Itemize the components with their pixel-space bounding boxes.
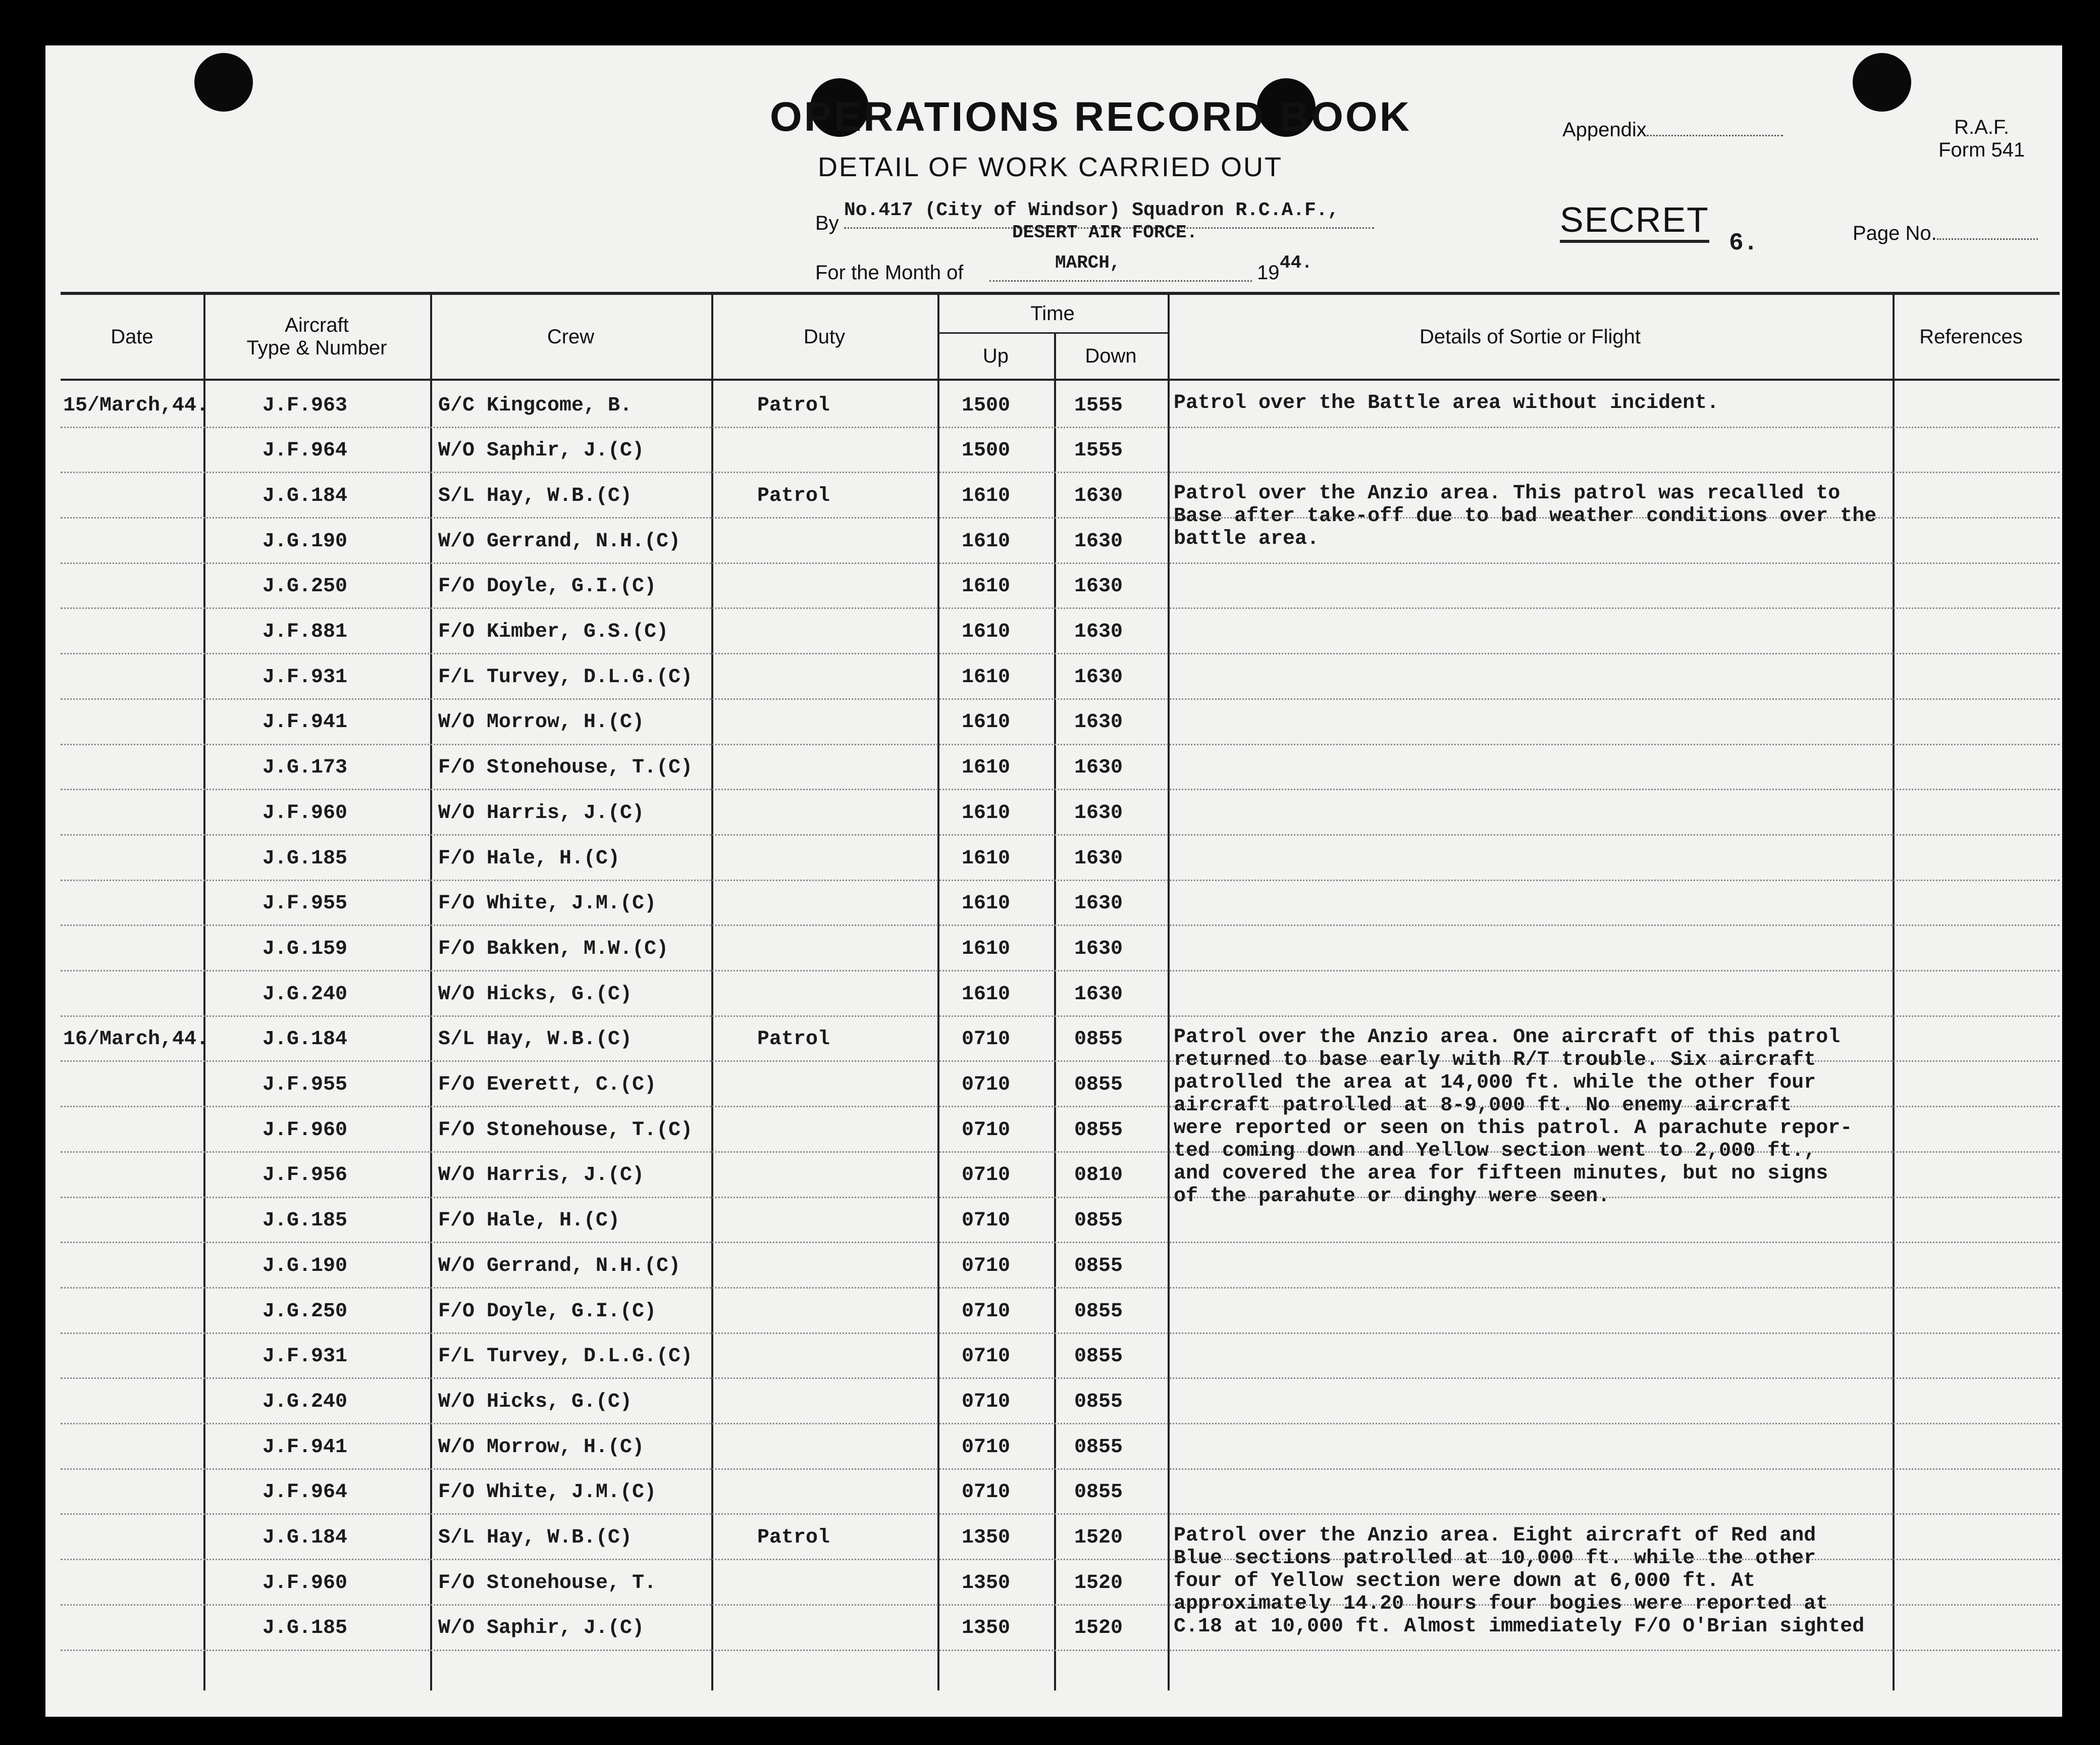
cell-crew: W/O Saphir, J.(C)	[438, 1617, 645, 1640]
details-line: of the parahute or dinghy were seen.	[1174, 1185, 1610, 1208]
cell-crew: S/L Hay, W.B.(C)	[438, 1028, 633, 1051]
cell-aircraft: J.G.240	[262, 1390, 348, 1413]
cell-up: 0710	[962, 1028, 1011, 1051]
cell-up: 0710	[962, 1209, 1011, 1233]
cell-up: 1610	[962, 847, 1011, 870]
cell-down: 1520	[1074, 1571, 1123, 1595]
cell-down: 0810	[1074, 1164, 1123, 1187]
cell-down: 1630	[1074, 937, 1123, 960]
cell-crew: F/O Kimber, G.S.(C)	[438, 621, 669, 643]
details-line: Patrol over the Battle area without incident.	[1174, 392, 1719, 415]
cell-crew: F/O Doyle, G.I.(C)	[438, 575, 657, 598]
cell-crew: F/O Stonehouse, T.(C)	[438, 1118, 693, 1142]
by-value: No.417 (City of Windsor) Squadron R.C.A.F.,	[844, 199, 1339, 221]
cell-down: 1630	[1074, 983, 1123, 1006]
cell-down: 0855	[1074, 1073, 1123, 1096]
cell-aircraft: J.F.956	[262, 1164, 348, 1187]
month-label: For the Month of	[815, 262, 964, 284]
table-row	[0, 700, 2100, 745]
cell-down: 0855	[1074, 1209, 1123, 1233]
cell-up: 1350	[962, 1617, 1011, 1640]
cell-crew: F/O Bakken, M.W.(C)	[438, 937, 669, 960]
cell-up: 1610	[962, 621, 1011, 643]
secret-stamp: SECRET	[1560, 199, 1709, 243]
cell-crew: W/O Gerrand, N.H.(C)	[438, 1254, 681, 1277]
table-row	[0, 790, 2100, 836]
cell-up: 1610	[962, 484, 1011, 507]
table-row	[0, 654, 2100, 700]
form-title: OPERATIONS RECORD BOOK	[770, 94, 1411, 140]
cell-duty: Patrol	[757, 1526, 830, 1549]
details-line: ted coming down and Yellow section went to 2,000 ft.,	[1174, 1139, 1816, 1162]
cell-up: 1610	[962, 575, 1011, 598]
form-id-line1: R.A.F.	[1954, 116, 2010, 138]
row-rule	[61, 1650, 2060, 1651]
cell-aircraft: J.F.963	[262, 394, 348, 417]
header-duty: Duty	[803, 325, 846, 348]
year-value: 44.	[1280, 252, 1312, 273]
cell-crew: F/O White, J.M.(C)	[438, 892, 657, 915]
cell-duty: Patrol	[757, 484, 830, 507]
by-value-line2: DESERT AIR FORCE.	[1012, 222, 1198, 243]
cell-up: 1610	[962, 892, 1011, 915]
cell-aircraft: J.F.931	[262, 665, 348, 689]
table-row	[0, 1424, 2100, 1470]
cell-down: 0855	[1074, 1345, 1123, 1368]
table-row	[0, 428, 2100, 474]
details-line: returned to base early with R/T trouble. Six aircraft	[1174, 1048, 1816, 1071]
cell-down: 1555	[1074, 439, 1123, 463]
header-aircraft-line1: Aircraft	[285, 314, 349, 336]
punch-hole	[1853, 53, 1911, 112]
cell-crew: F/O Stonehouse, T.(C)	[438, 756, 693, 780]
cell-aircraft: J.F.960	[262, 1118, 348, 1142]
appendix-label: Appendix	[1562, 119, 1647, 141]
details-line: aircraft patrolled at 8-9,000 ft. No enemy aircraft	[1174, 1094, 1792, 1117]
cell-aircraft: J.F.960	[262, 801, 348, 825]
cell-aircraft: J.F.955	[262, 1073, 348, 1096]
header-details: Details of Sortie or Flight	[1420, 325, 1641, 348]
cell-aircraft: J.F.931	[262, 1345, 348, 1368]
cell-up: 1500	[962, 439, 1011, 463]
table-row	[0, 1334, 2100, 1379]
cell-crew: S/L Hay, W.B.(C)	[438, 1526, 633, 1549]
cell-down: 0855	[1074, 1300, 1123, 1323]
cell-down: 1555	[1074, 394, 1123, 417]
table-row	[0, 1289, 2100, 1334]
cell-crew: F/L Turvey, D.L.G.(C)	[438, 1345, 693, 1368]
cell-up: 0710	[962, 1435, 1011, 1459]
cell-up: 0710	[962, 1345, 1011, 1368]
cell-down: 1630	[1074, 621, 1123, 643]
cell-up: 1610	[962, 665, 1011, 689]
cell-aircraft: J.G.250	[262, 1300, 348, 1323]
cell-up: 0710	[962, 1481, 1011, 1504]
cell-crew: F/O Everett, C.(C)	[438, 1073, 657, 1096]
cell-down: 1630	[1074, 665, 1123, 689]
year-prefix: 19	[1257, 262, 1280, 284]
cell-crew: F/L Turvey, D.L.G.(C)	[438, 665, 693, 689]
cell-crew: G/C Kingcome, B.	[438, 394, 633, 417]
cell-date: 16/March,44.	[63, 1028, 209, 1051]
cell-crew: W/O Morrow, H.(C)	[438, 1435, 645, 1459]
table-row	[0, 383, 2100, 428]
month-value: MARCH,	[1055, 252, 1121, 273]
page-number: 6.	[1729, 230, 1758, 257]
cell-aircraft: J.G.184	[262, 1526, 348, 1549]
header-time: Time	[1030, 302, 1075, 325]
punch-hole	[194, 53, 253, 112]
cell-aircraft: J.G.240	[262, 983, 348, 1006]
cell-down: 1630	[1074, 484, 1123, 507]
cell-down: 1520	[1074, 1526, 1123, 1549]
cell-down: 1520	[1074, 1617, 1123, 1640]
cell-up: 1610	[962, 801, 1011, 825]
table-row	[0, 971, 2100, 1017]
table-row	[0, 745, 2100, 791]
sortie-details	[1174, 1524, 1864, 1638]
cell-crew: W/O Harris, J.(C)	[438, 801, 645, 825]
header-down: Down	[1085, 345, 1137, 367]
sortie-details	[1174, 1026, 1852, 1208]
cell-down: 0855	[1074, 1118, 1123, 1142]
table-row	[0, 1243, 2100, 1289]
cell-duty: Patrol	[757, 1028, 830, 1051]
cell-down: 0855	[1074, 1435, 1123, 1459]
month-dotted-line	[989, 280, 1252, 282]
table-row	[0, 836, 2100, 881]
cell-date: 15/March,44.	[63, 394, 209, 417]
table-row	[0, 1379, 2100, 1424]
cell-up: 0710	[962, 1300, 1011, 1323]
cell-aircraft: J.G.190	[262, 530, 348, 553]
sortie-details	[1174, 482, 1876, 550]
cell-down: 1630	[1074, 892, 1123, 915]
cell-up: 1350	[962, 1526, 1011, 1549]
cell-crew: F/O Hale, H.(C)	[438, 1209, 620, 1233]
cell-down: 1630	[1074, 847, 1123, 870]
cell-up: 1610	[962, 530, 1011, 553]
cell-up: 0710	[962, 1254, 1011, 1277]
by-label: By	[815, 212, 839, 234]
details-line: battle area.	[1174, 528, 1320, 551]
cell-down: 1630	[1074, 801, 1123, 825]
cell-crew: W/O Hicks, G.(C)	[438, 983, 633, 1006]
cell-aircraft: J.F.941	[262, 711, 348, 734]
form-subtitle: DETAIL OF WORK CARRIED OUT	[818, 152, 1283, 182]
cell-crew: F/O White, J.M.(C)	[438, 1481, 657, 1504]
cell-aircraft: J.G.190	[262, 1254, 348, 1277]
details-line: Patrol over the Anzio area. Eight aircraft of Red and	[1174, 1524, 1816, 1547]
cell-up: 0710	[962, 1390, 1011, 1413]
details-line: Base after take-off due to bad weather conditions over the	[1174, 505, 1877, 528]
header-bottom-rule	[61, 379, 2060, 381]
cell-aircraft: J.G.184	[262, 484, 348, 507]
cell-aircraft: J.F.960	[262, 1571, 348, 1595]
details-line: approximately 14.20 hours four bogies were reported at	[1174, 1592, 1828, 1615]
details-line: patrolled the area at 14,000 ft. while the other four	[1174, 1071, 1816, 1094]
cell-up: 0710	[962, 1073, 1011, 1096]
cell-crew: F/O Stonehouse, T.	[438, 1571, 657, 1595]
cell-crew: W/O Gerrand, N.H.(C)	[438, 530, 681, 553]
cell-crew: F/O Hale, H.(C)	[438, 847, 620, 870]
cell-aircraft: J.F.941	[262, 1435, 348, 1459]
cell-down: 0855	[1074, 1028, 1123, 1051]
cell-aircraft: J.G.185	[262, 1617, 348, 1640]
form-id-line2: Form 541	[1938, 139, 2025, 161]
cell-aircraft: J.F.955	[262, 892, 348, 915]
cell-crew: W/O Hicks, G.(C)	[438, 1390, 633, 1413]
cell-crew: F/O Doyle, G.I.(C)	[438, 1300, 657, 1323]
table-row	[0, 564, 2100, 609]
details-line: Blue sections patrolled at 10,000 ft. while the other	[1174, 1547, 1816, 1570]
cell-down: 0855	[1074, 1390, 1123, 1413]
cell-down: 1630	[1074, 530, 1123, 553]
cell-down: 1630	[1074, 711, 1123, 734]
table-row	[0, 881, 2100, 927]
header-date: Date	[111, 325, 153, 348]
cell-aircraft: J.G.185	[262, 1209, 348, 1233]
table-row	[0, 1470, 2100, 1515]
cell-down: 0855	[1074, 1481, 1123, 1504]
page-no-field	[1853, 222, 2038, 245]
cell-up: 1610	[962, 711, 1011, 734]
cell-up: 1350	[962, 1571, 1011, 1595]
details-line: and covered the area for fifteen minutes, but no signs	[1174, 1162, 1828, 1185]
header-aircraft-line2: Type & Number	[246, 337, 387, 359]
table-row	[0, 609, 2100, 655]
header-aircraft	[203, 295, 430, 379]
cell-crew: W/O Harris, J.(C)	[438, 1164, 645, 1187]
cell-aircraft: J.F.964	[262, 439, 348, 463]
cell-up: 0710	[962, 1118, 1011, 1142]
cell-aircraft: J.F.881	[262, 621, 348, 643]
details-line: Patrol over the Anzio area. This patrol was recalled to	[1174, 482, 1841, 505]
header-up: Up	[982, 345, 1009, 367]
details-line: C.18 at 10,000 ft. Almost immediately F/O O'Brian sighted	[1174, 1615, 1865, 1638]
cell-up: 1610	[962, 756, 1011, 780]
cell-aircraft: J.F.964	[262, 1481, 348, 1504]
cell-down: 1630	[1074, 575, 1123, 598]
details-line: Patrol over the Anzio area. One aircraft of this patrol	[1174, 1025, 1841, 1049]
cell-duty: Patrol	[757, 394, 830, 417]
cell-up: 1610	[962, 983, 1011, 1006]
cell-aircraft: J.G.184	[262, 1028, 348, 1051]
header-crew: Crew	[547, 325, 595, 348]
appendix-field	[1562, 119, 1783, 141]
cell-down: 1630	[1074, 756, 1123, 780]
form-id	[1938, 116, 2025, 162]
cell-up: 0710	[962, 1164, 1011, 1187]
cell-up: 1610	[962, 937, 1011, 960]
table-row	[0, 926, 2100, 971]
cell-aircraft: J.G.185	[262, 847, 348, 870]
cell-aircraft: J.G.173	[262, 756, 348, 780]
cell-down: 0855	[1074, 1254, 1123, 1277]
details-line: were reported or seen on this patrol. A parachute repor-	[1174, 1116, 1853, 1140]
details-line: four of Yellow section were down at 6,000 ft. At	[1174, 1569, 1756, 1593]
cell-crew: W/O Saphir, J.(C)	[438, 439, 645, 463]
page-no-label: Page No.	[1853, 222, 1937, 244]
cell-crew: S/L Hay, W.B.(C)	[438, 484, 633, 507]
sortie-details	[1174, 392, 1719, 415]
cell-aircraft: J.G.159	[262, 937, 348, 960]
header-references: References	[1919, 325, 2023, 348]
cell-crew: W/O Morrow, H.(C)	[438, 711, 645, 734]
cell-aircraft: J.G.250	[262, 575, 348, 598]
cell-up: 1500	[962, 394, 1011, 417]
